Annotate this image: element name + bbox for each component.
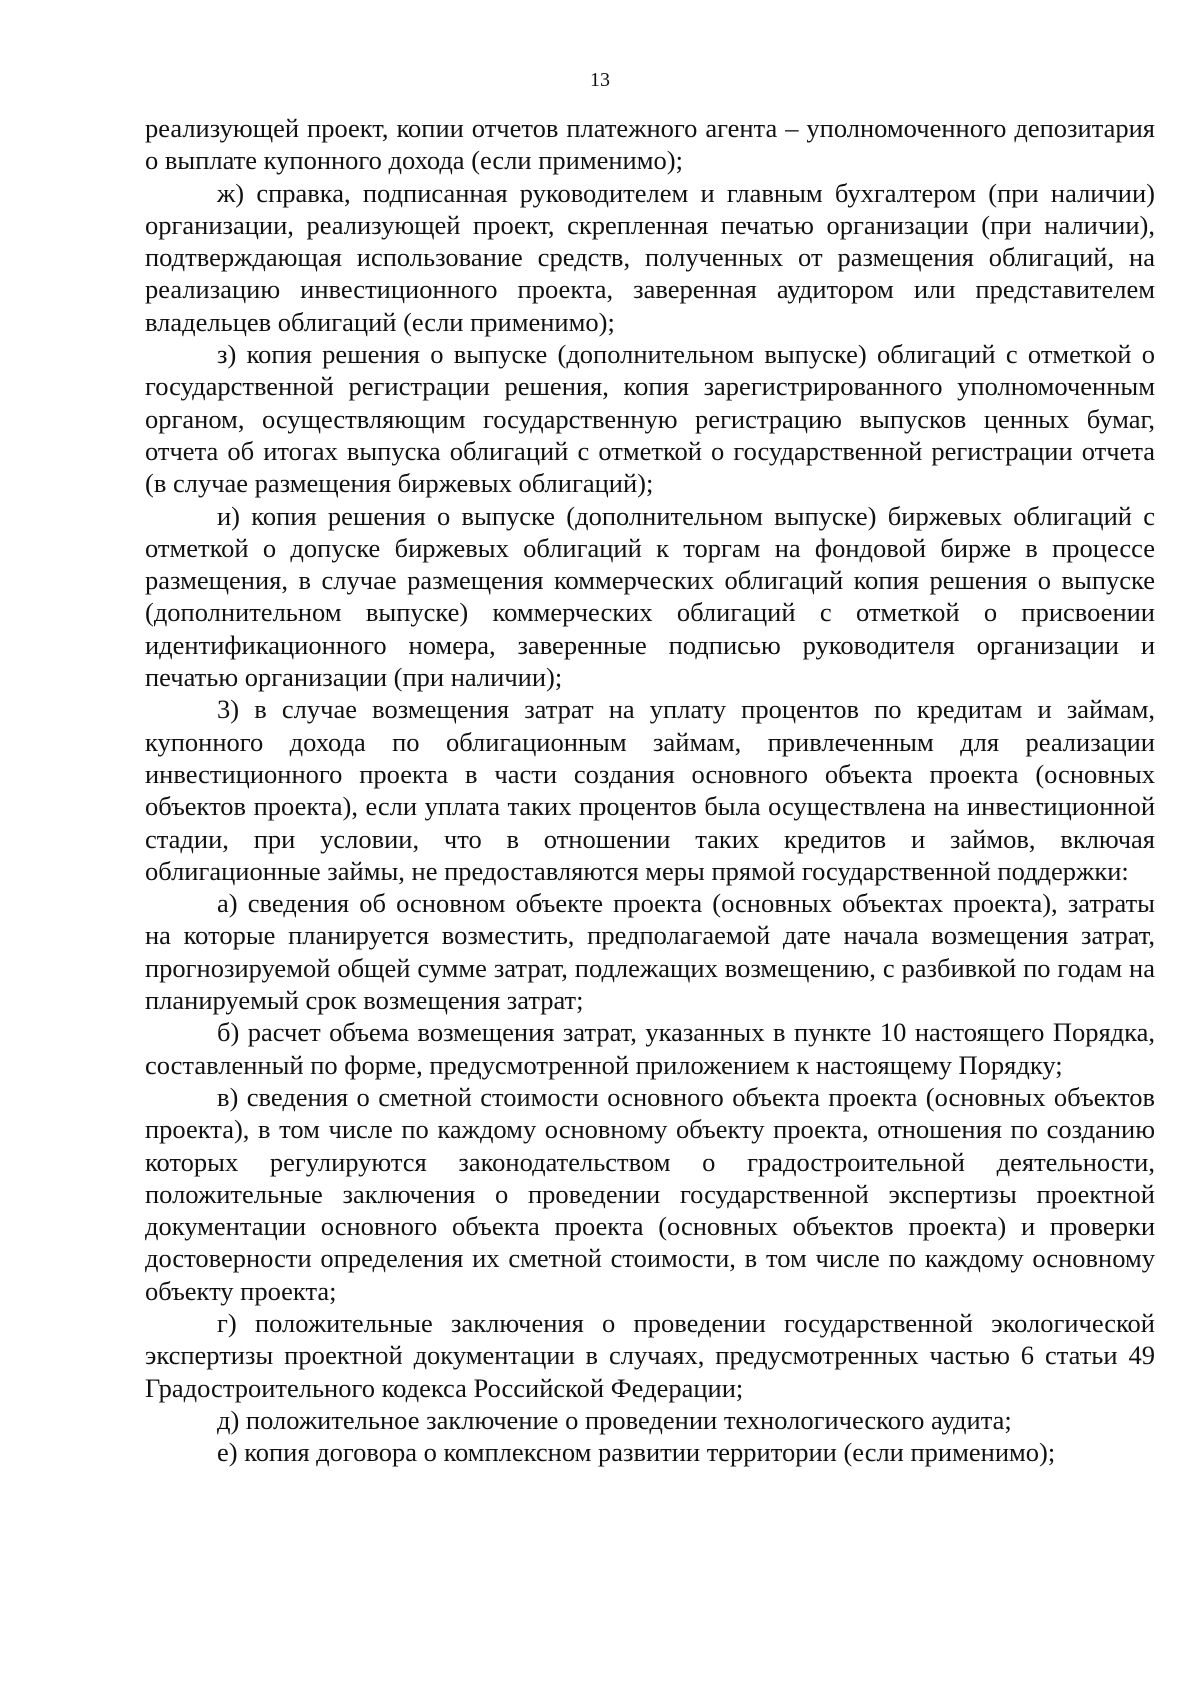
paragraph-item-g: г) положительные заключения о проведении государственной экологической экспертизы проектной документации в случаях, предусмотренных частью 6 статьи 49 Градостроительного кодекса Российской Федерации;	[145, 1307, 1155, 1403]
paragraph-continuation: реализующей проект, копии отчетов платежного агента – уполномоченного депозитария о выплате купонного дохода (если применимо);	[145, 113, 1155, 176]
paragraph-item-v: в) сведения о сметной стоимости основного объекта проекта (основных объектов проекта), в том числе по каждому основному объекту проекта, отношения по созданию которых регулируются законодательством о градостроительной деятельности, положительные заключения о проведении государственной экспертизы проектной документации основного объекта проекта (основных объектов проекта) и проверки достоверности определения их сметной стоимости, в том числе по каждому основному объекту проекта;	[145, 1081, 1155, 1306]
paragraph-item-zh: ж) справка, подписанная руководителем и главным бухгалтером (при наличии) организации, реализующей проект, скрепленная печатью организации (при наличии), подтверждающая использование средств, полученных от размещения облигаций, на реализацию инвестиционного проекта, заверенная аудитором или представителем владельцев облигаций (если применимо);	[145, 177, 1155, 337]
paragraph-item-i: и) копия решения о выпуске (дополнительном выпуске) биржевых облигаций с отметкой о допуске биржевых облигаций к торгам на фондовой бирже в процессе размещения, в случае размещения коммерческих облигаций копия решения о выпуске (дополнительном выпуске) коммерческих облигаций с отметкой о присвоении идентификационного номера, заверенные подписью руководителя организации и печатью организации (при наличии);	[145, 500, 1155, 693]
paragraph-item-z: з) копия решения о выпуске (дополнительном выпуске) облигаций с отметкой о государственной регистрации решения, копия зарегистрированного уполномоченным органом, осуществляющим государственную регистрацию выпусков ценных бумаг, отчета об итогах выпуска облигаций с отметкой о государственной регистрации отчета (в случае размещения биржевых облигаций);	[145, 339, 1155, 499]
paragraph-item-a: а) сведения об основном объекте проекта (основных объектах проекта), затраты на которые планируется возместить, предполагаемой дате начала возмещения затрат, прогнозируемой общей сумме затрат, подлежащих возмещению, с разбивкой по годам на планируемый срок возмещения затрат;	[145, 888, 1155, 1016]
page-number: 13	[590, 69, 610, 91]
paragraph-item-e: е) копия договора о комплексном развитии территории (если применимо);	[217, 1437, 1056, 1468]
paragraph-item-3: 3) в случае возмещения затрат на уплату процентов по кредитам и займам, купонного дохода по облигационным займам, привлеченным для реализации инвестиционного проекта в части создания основного объекта проекта (основных объектов проекта), если уплата таких процентов была осуществлена на инвестиционной стадии, при условии, что в отношении таких кредитов и займов, включая облигационные займы, не предоставляются меры прямой государственной поддержки:	[145, 694, 1155, 886]
paragraph-item-d: д) положительное заключение о проведении технологического аудита;	[217, 1404, 1012, 1435]
paragraph-item-b: б) расчет объема возмещения затрат, указанных в пункте 10 настоящего Порядка, составленный по форме, предусмотренной приложением к настоящему Порядку;	[145, 1017, 1155, 1080]
document-body	[145, 112, 1155, 1468]
